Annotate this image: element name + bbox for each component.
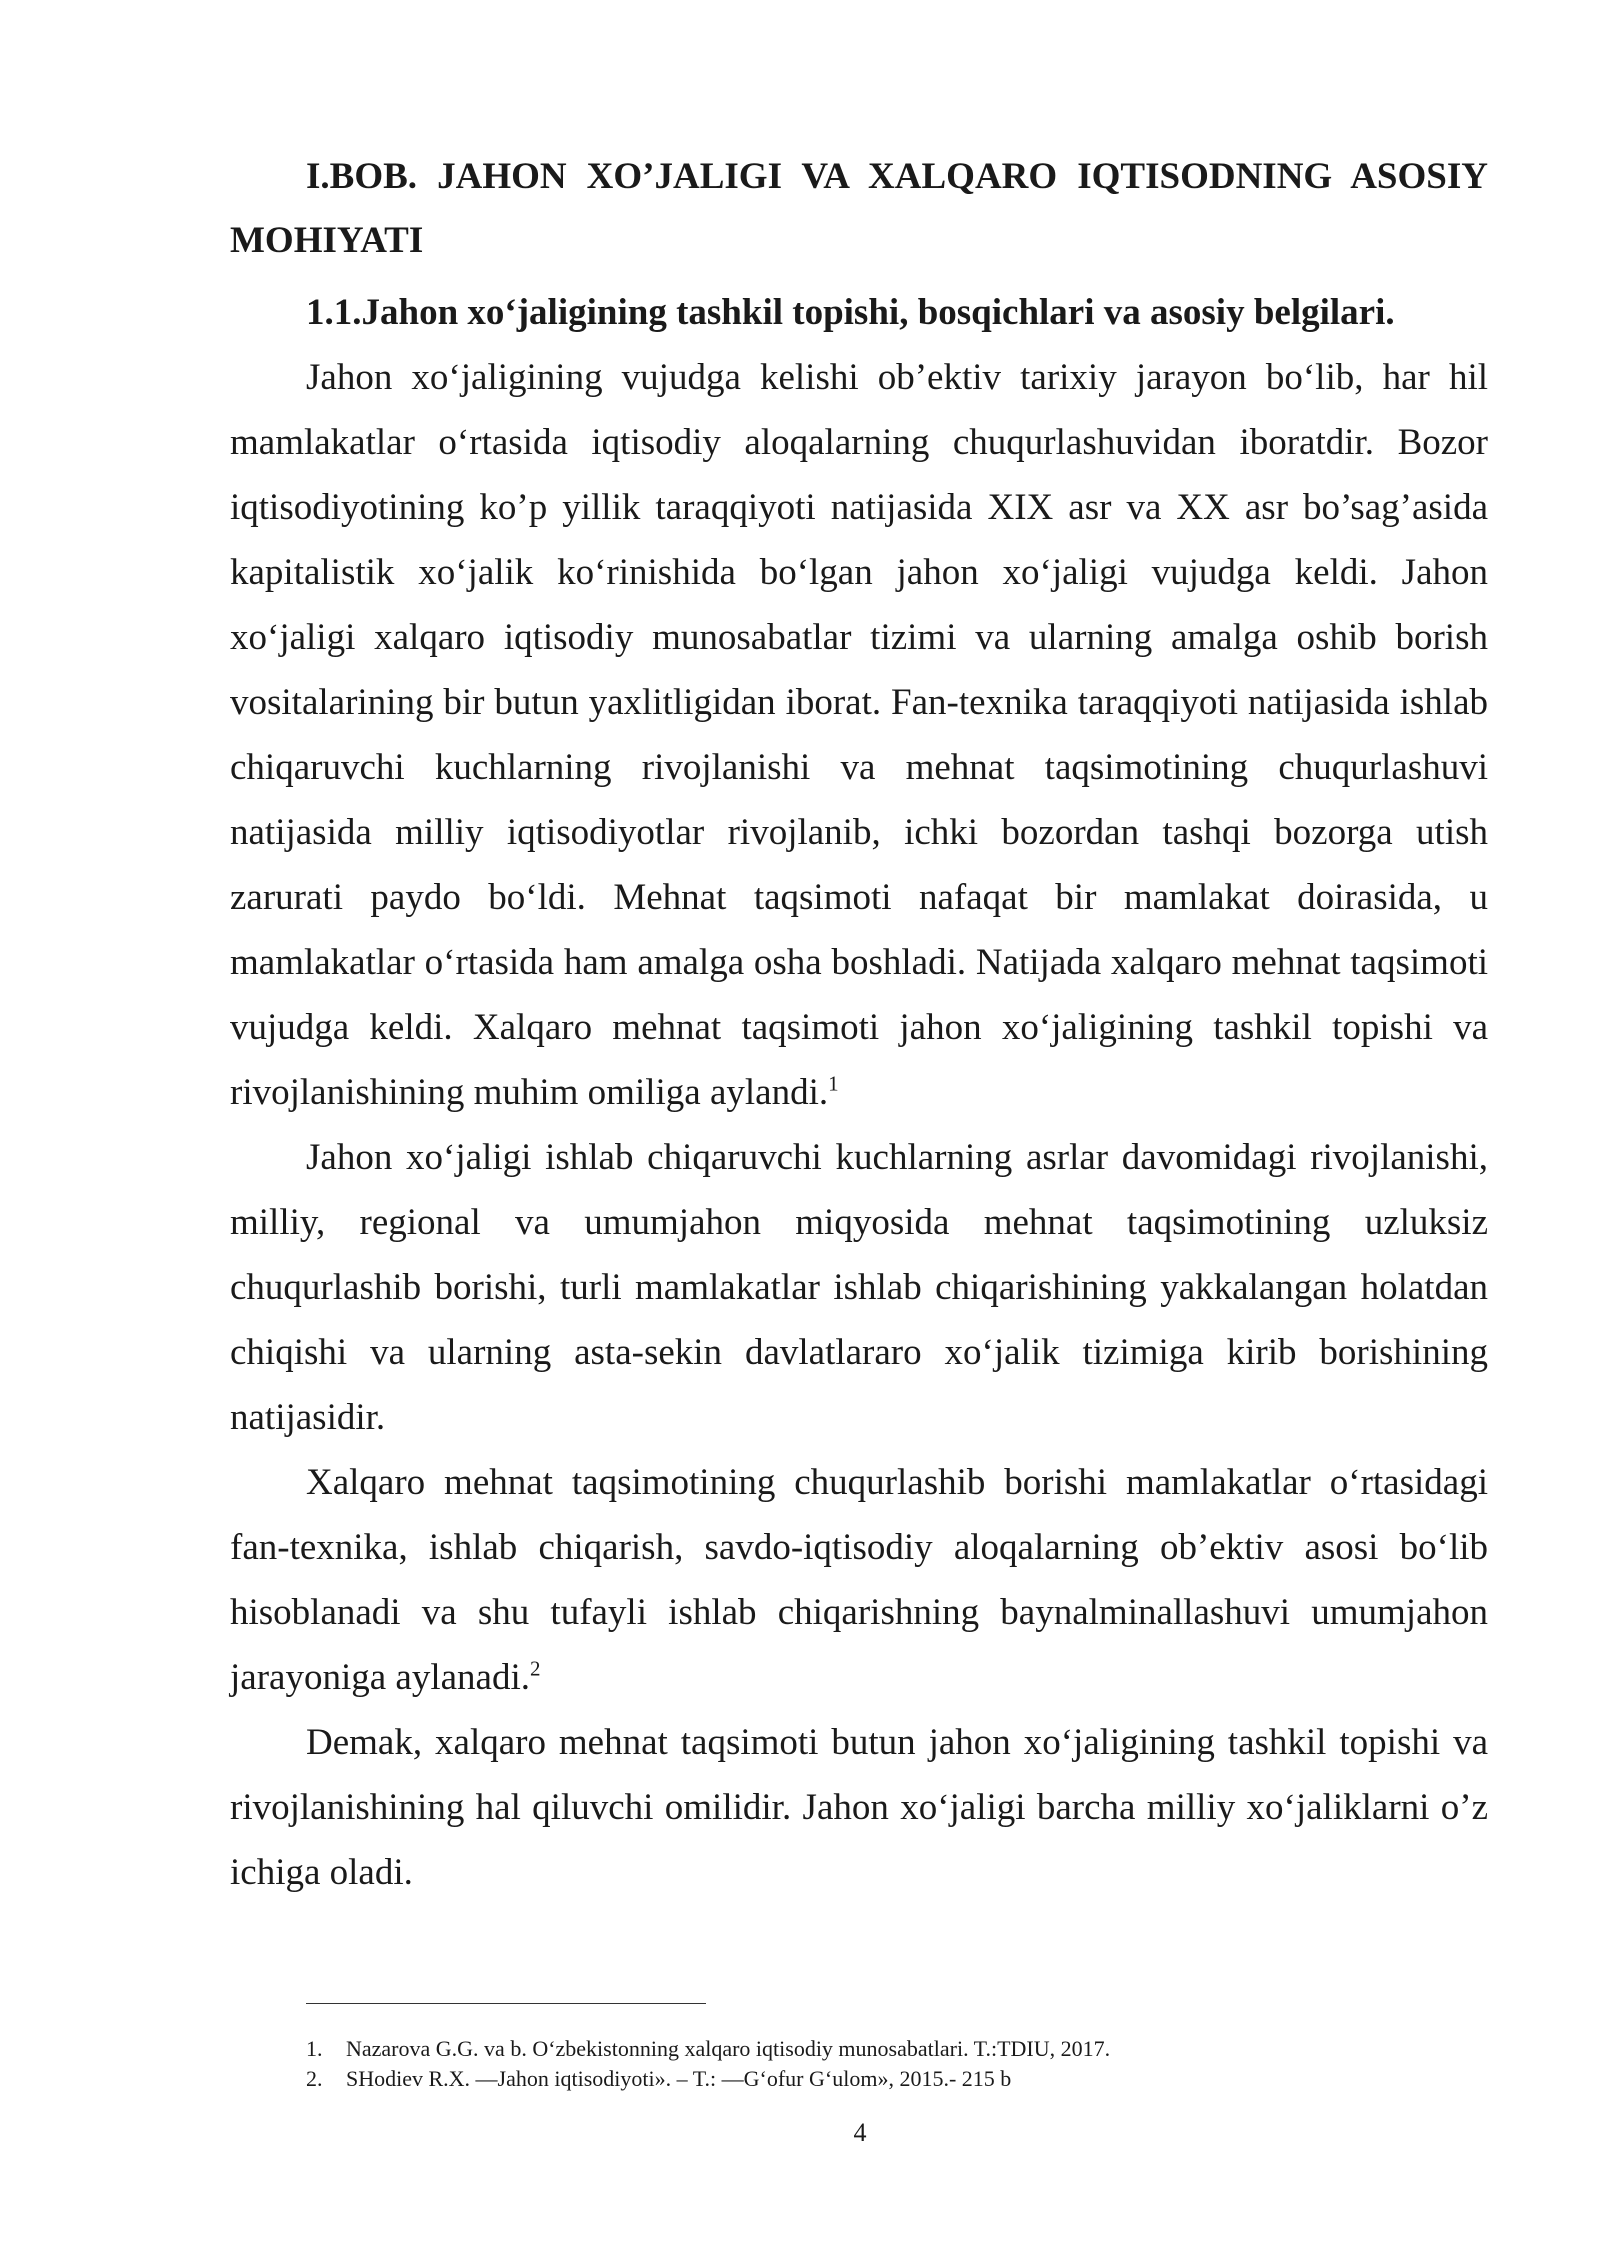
- paragraph: [230, 345, 1488, 1125]
- footnote-ref: 2: [529, 1656, 541, 1681]
- section-title: 1.1.Jahon xo‘jaligining tashkil topishi, bosqichlari va asosiy belgilari.: [306, 292, 1395, 333]
- page-number: 4: [853, 2118, 867, 2147]
- paragraph: [230, 1710, 1488, 1905]
- paragraph: [230, 1125, 1488, 1450]
- footnote-item: [306, 2034, 1406, 2064]
- footnote-ref: 1: [828, 1071, 839, 1096]
- paragraph-text: Jahon xo‘jaligining vujudga kelishi ob’ektiv tarixiy jarayon bo‘lib, har hil mamlakatlar o‘rtasida iqtisodiy aloqalarning chuqurlashuvidan iboratdir. Bozor iqtisodiyotining ko’p yillik taraqqiyoti natijasida XIX asr va XX asr bo’sag’asida kapitalistik xo‘jalik ko‘rinishida bo‘lgan jahon xo‘jaligi vujudga keldi. Jahon xo‘jaligi xalqaro iqtisodiy munosabatlar tizimi va ularning amalga oshib borish vositalarining bir butun yaxlitligidan iborat. Fan-texnika taraqqiyoti natijasida ishlab chiqaruvchi kuchlarning rivojlanishi va mehnat taqsimotining chuqurlashuvi natijasida milliy iqtisodiyotlar rivojlanib, ichki bozordan tashqi bozorga utish zarurati paydo bo‘ldi. Mehnat taqsimoti nafaqat bir mamlakat doirasida, u mamlakatlar o‘rtasida ham amalga osha boshladi. Natijada xalqaro mehnat taqsimoti vujudga keldi. Xalqaro mehnat taqsimoti jahon xo‘jaligining tashkil topishi va rivojlanishining muhim omiliga aylandi.: [230, 357, 1488, 1113]
- footnotes: [306, 2034, 1406, 2094]
- paragraph-text: Demak, xalqaro mehnat taqsimoti butun jahon xo‘jaligining tashkil topishi va rivojlanishining hal qiluvchi omilidir. Jahon xo‘jaligi barcha milliy xo‘jaliklarni o’z ichiga oladi.: [230, 1722, 1488, 1893]
- paragraph-text: Jahon xo‘jaligi ishlab chiqaruvchi kuchlarning asrlar davomidagi rivojlanishi, milliy, regional va umumjahon miqyosida mehnat taqsimotining uzluksiz chuqurlashib borishi, turli mamlakatlar ishlab chiqarishining yakkalangan holatdan chiqishi va ularning asta-sekin davlatlararo xo‘jalik tizimiga kirib borishining natijasidir.: [230, 1137, 1488, 1438]
- document-body: [230, 145, 1488, 1905]
- footnote-text: SHodiev R.X. ―Jahon iqtisodiyoti». – T.: ―G‘ofur G‘ulom», 2015.- 215 b: [346, 2066, 1012, 2091]
- footnote-text: Nazarova G.G. va b. O‘zbekistonning xalqaro iqtisodiy munosabatlari. T.:TDIU, 2017.: [346, 2036, 1111, 2061]
- footnote-item: [306, 2064, 1406, 2094]
- paragraph: [230, 1450, 1488, 1710]
- footnote-separator: [306, 2003, 706, 2004]
- footnote-number: 1.: [306, 2036, 323, 2061]
- footnote-number: 2.: [306, 2066, 323, 2091]
- paragraph-text: Xalqaro mehnat taqsimotining chuqurlashib borishi mamlakatlar o‘rtasidagi fan-texnika, ishlab chiqarish, savdo-iqtisodiy aloqalarning ob’ektiv asosi bo‘lib hisoblanadi va shu tufayli ishlab chiqarishning baynalminallashuvi umumjahon jarayoniga aylanadi.: [230, 1462, 1488, 1698]
- chapter-title: I.BOB. JAHON XO’JALIGI VA XALQARO IQTISODNING ASOSIY MOHIYATI: [230, 156, 1488, 261]
